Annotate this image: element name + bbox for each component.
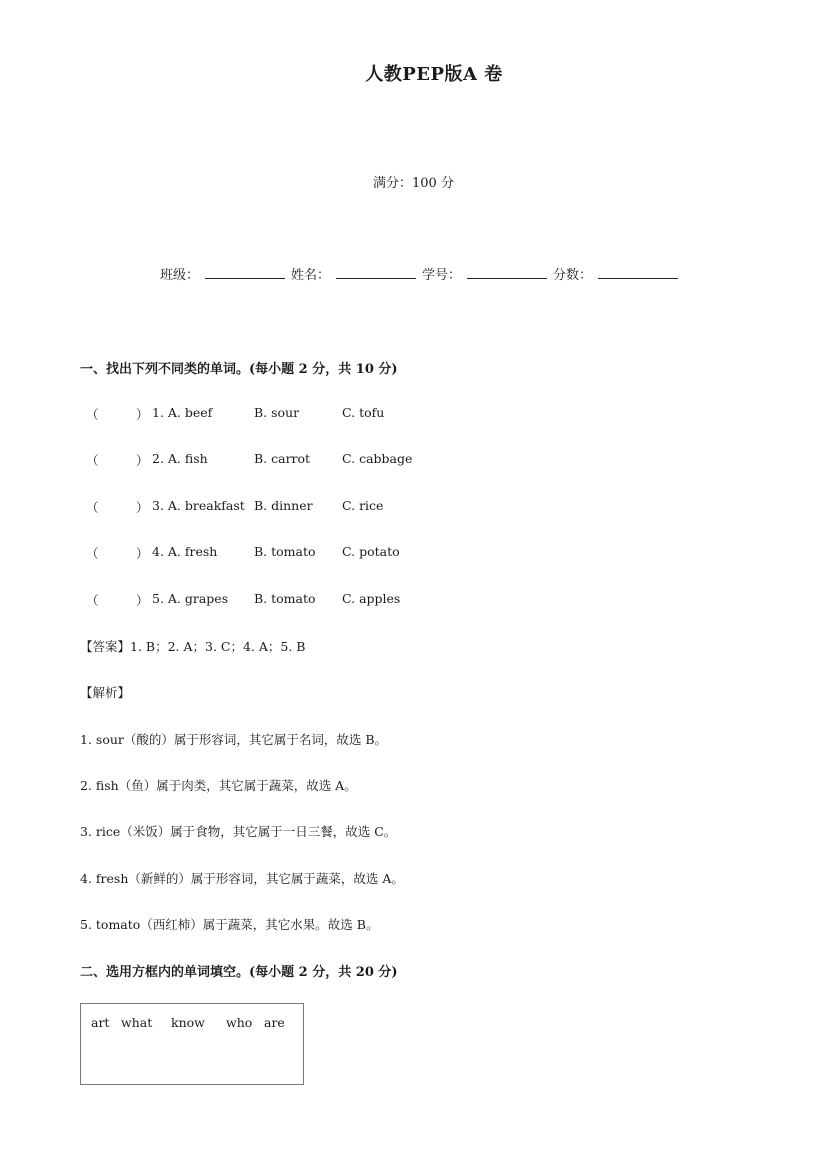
answer-open-paren: （ <box>86 546 99 561</box>
question-row <box>86 405 446 423</box>
answer-key: 【答案】1. B；2. A；3. C；4. A；5. B <box>80 639 306 654</box>
analysis-label: 【解析】 <box>80 685 131 700</box>
answer-open-paren: （ <box>86 500 99 515</box>
name-label: 姓名： <box>291 268 331 283</box>
answer-open-paren: （ <box>86 407 99 422</box>
class-label: 班级： <box>160 268 200 283</box>
student-info-line <box>160 264 684 283</box>
question-row <box>86 451 446 469</box>
word-bank-item: who <box>226 1015 253 1030</box>
option-a: 3. A. breakfast <box>152 498 245 513</box>
option-b: B. sour <box>254 405 300 420</box>
analysis-line: 5. tomato（西红柿）属于蔬菜，其它水果。故选 B。 <box>80 917 379 932</box>
word-bank-item: what <box>121 1015 153 1030</box>
option-b: B. tomato <box>254 591 316 606</box>
page-title: 人教PEP版A 卷 <box>365 64 503 85</box>
option-c: C. apples <box>342 591 401 606</box>
section2-heading: 二、选用方框内的单词填空。(每小题 2 分，共 20 分) <box>80 965 398 980</box>
option-a: 4. A. fresh <box>152 544 218 559</box>
analysis-line: 2. fish（鱼）属于肉类，其它属于蔬菜，故选 A。 <box>80 778 357 793</box>
option-a: 2. A. fish <box>152 451 208 466</box>
option-c: C. potato <box>342 544 400 559</box>
answer-open-paren: （ <box>86 453 99 468</box>
option-b: B. carrot <box>254 451 311 466</box>
option-a: 1. A. beef <box>152 405 213 420</box>
section1-heading: 一、找出下列不同类的单词。(每小题 2 分，共 10 分) <box>80 362 398 377</box>
answer-open-paren: （ <box>86 593 99 608</box>
analysis-line: 3. rice（米饭）属于食物，其它属于一日三餐，故选 C。 <box>80 824 397 839</box>
answer-close-paren: ） <box>136 593 149 608</box>
word-bank <box>91 1015 285 1030</box>
analysis-line: 1. sour（酸的）属于形容词，其它属于名词，故选 B。 <box>80 732 388 747</box>
option-c: C. cabbage <box>342 451 413 466</box>
word-bank-box <box>80 1003 304 1085</box>
name-blank[interactable] <box>336 264 416 279</box>
option-c: C. rice <box>342 498 384 513</box>
points-blank[interactable] <box>598 264 678 279</box>
option-c: C. tofu <box>342 405 385 420</box>
points-label: 分数： <box>553 268 593 283</box>
option-a: 5. A. grapes <box>152 591 229 606</box>
option-b: B. dinner <box>254 498 313 513</box>
word-bank-item: know <box>171 1015 205 1030</box>
analysis-line: 4. fresh（新鲜的）属于形容词，其它属于蔬菜，故选 A。 <box>80 871 404 886</box>
answer-close-paren: ） <box>136 453 149 468</box>
answer-close-paren: ） <box>136 546 149 561</box>
option-b: B. tomato <box>254 544 316 559</box>
full-score: 满分：100 分 <box>373 176 454 191</box>
student-id-blank[interactable] <box>467 264 547 279</box>
question-row <box>86 498 446 516</box>
question-row <box>86 591 446 609</box>
class-blank[interactable] <box>205 264 285 279</box>
answer-close-paren: ） <box>136 500 149 515</box>
word-bank-item: art <box>91 1015 110 1030</box>
word-bank-item: are <box>264 1015 285 1030</box>
question-row <box>86 544 446 562</box>
student-id-label: 学号： <box>422 268 462 283</box>
answer-close-paren: ） <box>136 407 149 422</box>
